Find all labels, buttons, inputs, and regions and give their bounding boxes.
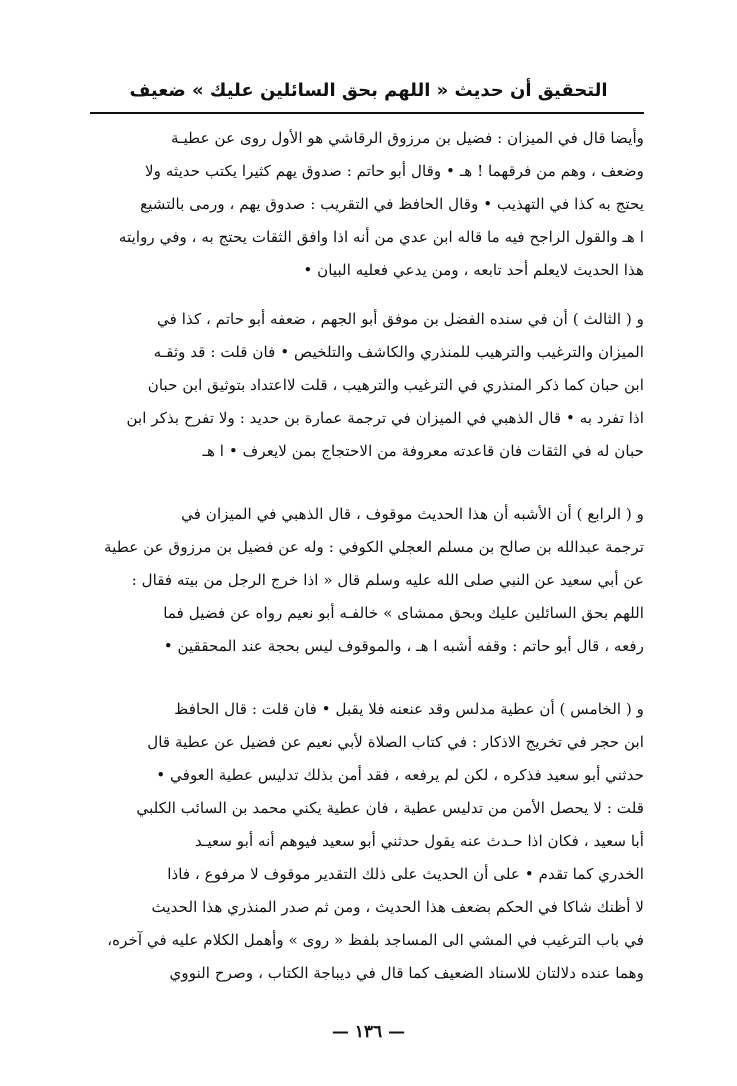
paragraph-4	[90, 693, 644, 990]
text-line: و ( الثالث ) أن في سنده الفضل بن موفق أبو الجهم ، ضعفه أبو حاتم ، كذا في	[157, 310, 644, 328]
text-line: هذا الحديث لايعلم أحد تابعه ، ومن يدعي فعليه البيان •	[303, 261, 644, 279]
text-line: اللهم بحق السائلين عليك وبحق ممشاى » خالفـه أبو نعيم رواه عن فضيل فما	[163, 604, 644, 622]
text-line: لا أظنك شاكا في الحكم بضعف هذا الحديث ، ومن ثم صدر المنذري هذا الحديث	[151, 898, 644, 916]
page-header-title: التحقيق أن حديث « اللهم بحق السائلين عليك » ضعيف	[129, 80, 608, 101]
text-line: رفعه ، قال أبو حاتم : وقفه أشبه ا هـ ، والموقوف ليس بحجة عند المحققين •	[163, 637, 644, 655]
text-line: و ( الرابع ) أن الأشبه أن هذا الحديث موقوف ، قال الذهبي في الميزان في	[181, 505, 644, 523]
header-divider	[90, 112, 644, 114]
text-line: قلت : لا يحصل الأمن من تدليس عطية ، فان عطية يكني محمد بن السائب الكلبي	[136, 799, 644, 817]
text-line: في باب الترغيب في المشي الى المساجد بلفظ « روى » وأهمل الكلام عليه في آخره،	[107, 931, 644, 949]
text-line: وهما عنده دلالتان للاسناد الضعيف كما قال في ديباجة الكتاب ، وصرح النووي	[169, 964, 644, 982]
text-line: يحتج به كذا في التهذيب • وقال الحافظ في التقريب : صدوق يهم ، ورمى بالتشيع	[140, 195, 644, 213]
text-line: ابن حبان كما ذكر المنذري في الترغيب والترهيب ، قلت لااعتداد بتوثيق ابن حبان	[147, 376, 644, 394]
text-line: و ( الخامس ) أن عطية مدلس وقد عنعنه فلا يقبل • فان قلت : قال الحافظ	[174, 700, 644, 718]
text-line: ابن حجر في تخريج الاذكار : في كتاب الصلاة لأبي نعيم عن فضيل عن عطية قال	[147, 733, 644, 751]
text-line: وأيضا قال في الميزان : فضيل بن مرزوق الرقاشي هو الأول روى عن عطيـة	[170, 129, 644, 147]
text-line: ترجمة عبدالله بن صالح بن مسلم العجلي الكوفي : وله عن فضيل بن مرزوق عن عطية	[104, 538, 644, 556]
text-line: وضعف ، وهم من فرقهما ! هـ • وقال أبو حاتم : صدوق يهم كثيرا يكتب حديثه ولا	[145, 162, 644, 180]
page-body	[90, 122, 644, 1020]
text-line: الميزان والترغيب والترهيب للمنذري والكاشف والتلخيص • فان قلت : قد وثقـه	[153, 343, 644, 361]
text-line: أبا سعيد ، فكان اذا حـدث عنه يقول حدثني أبو سعيد فيوهم أنه أبو سعيـد	[195, 832, 644, 850]
text-line: ا هـ والقول الراجح فيه ما قاله ابن عدي من أنه اذا وافق الثقات يحتج به ، وفي روايته	[118, 228, 644, 246]
text-line: حدثني أبو سعيد فذكره ، لكن لم يرفعه ، فقد أمن بذلك تدليس عطية العوفي •	[156, 766, 644, 784]
text-line: حبان له في الثقات فان قاعدته معروفة من الاحتجاج بمن لايعرف • ا هـ	[202, 442, 644, 460]
text-line: عن أبي سعيد عن النبي صلى الله عليه وسلم قال « اذا خرج الرجل من بيته فقال :	[131, 571, 644, 589]
text-line: اذا تفرد به • قال الذهبي في الميزان في ترجمة عمارة بن حديد : ولا تفرح بذكر ابن	[126, 409, 644, 427]
text-line: الخدري كما تقدم • على أن الحديث على ذلك التقدير موقوف لا مرفوع ، فاذا	[167, 865, 644, 883]
paragraph-3	[90, 498, 644, 663]
paragraph-1	[90, 122, 644, 287]
page-number: — ١٣٦ —	[331, 1022, 406, 1042]
paragraph-2	[90, 303, 644, 468]
